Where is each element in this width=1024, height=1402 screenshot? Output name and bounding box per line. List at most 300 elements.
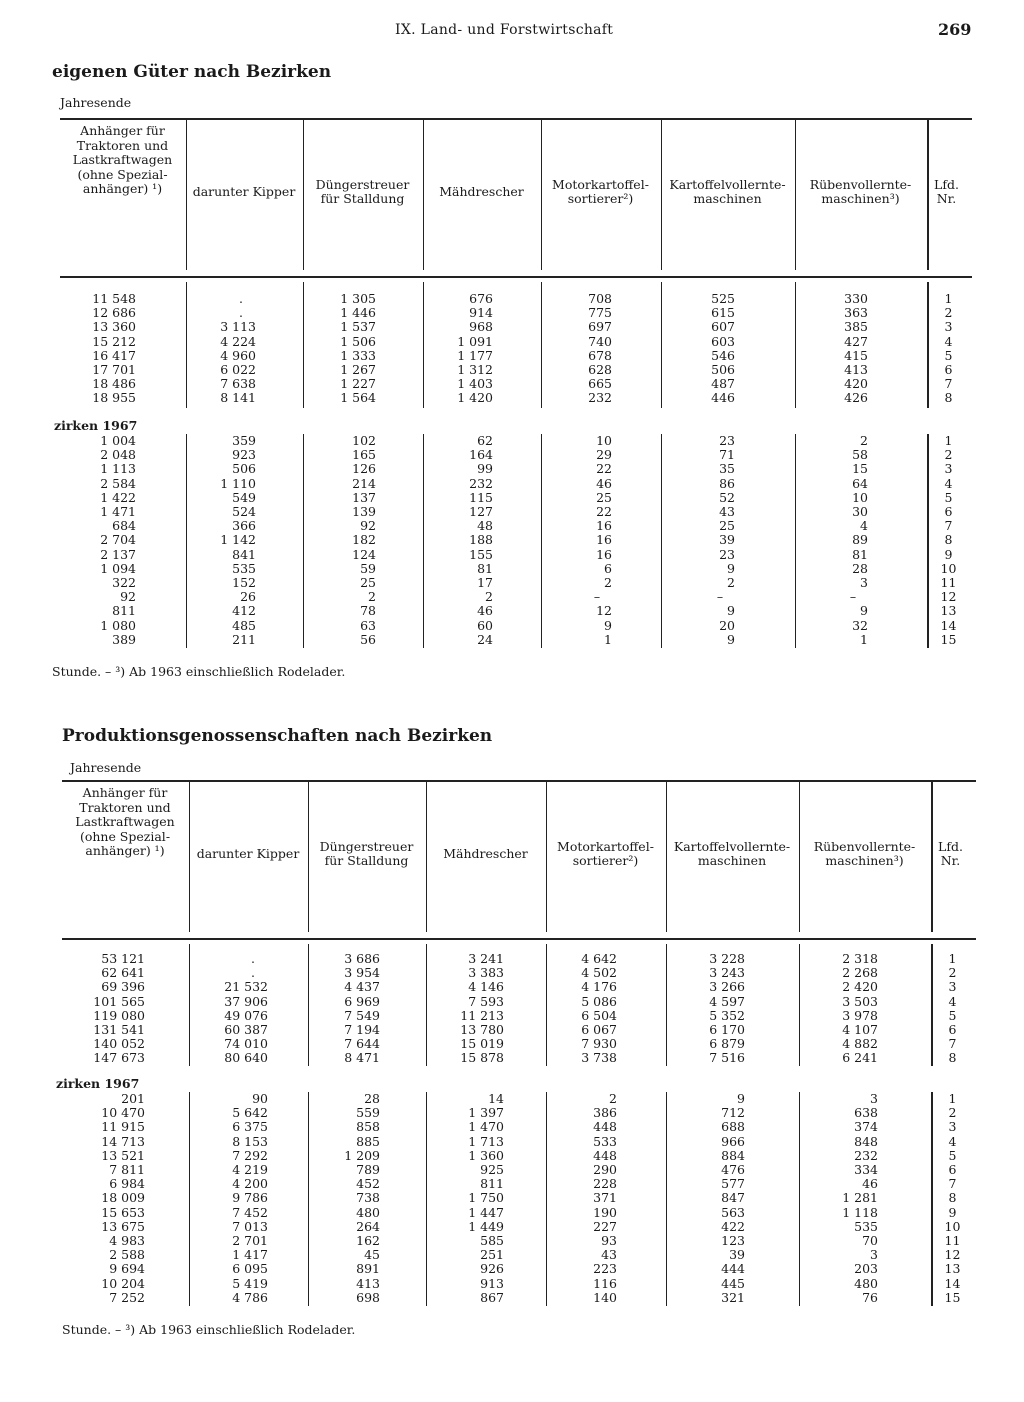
table-cell: 1 397	[468, 1105, 504, 1121]
table-cell: 3 503	[842, 993, 878, 1009]
table-cell: 371	[593, 1190, 617, 1206]
table-cell: 848	[854, 1133, 878, 1149]
table-cell: 290	[593, 1162, 617, 1177]
table-cell: 6 504	[581, 1007, 617, 1023]
table-cell: 712	[721, 1105, 745, 1121]
table-cell: 389	[112, 631, 136, 647]
column-divider	[308, 944, 309, 1066]
table-cell: 5	[944, 347, 953, 363]
table-cell: 1 470	[468, 1119, 504, 1135]
table-cell: 3 266	[709, 979, 745, 995]
table-cell: 4	[860, 518, 868, 534]
table-cell: 62	[477, 433, 493, 448]
table-cell: 10	[596, 433, 612, 448]
table-cell: 7 452	[232, 1204, 268, 1220]
table-cell: 223	[593, 1261, 617, 1277]
table-cell: 665	[588, 376, 612, 392]
table-cell: 21 532	[224, 979, 268, 995]
table-cell: 1 080	[100, 617, 136, 633]
table-cell: 7 516	[709, 1050, 745, 1066]
table-cell: 330	[844, 291, 868, 306]
table-cell: 7 930	[581, 1036, 617, 1052]
table-cell: 9 694	[109, 1261, 145, 1277]
table-cell: 8	[944, 390, 953, 406]
table-cell: 3	[948, 1119, 957, 1135]
table-cell: 22	[596, 461, 612, 477]
table-cell: 13	[944, 1261, 961, 1277]
table-cell: .	[251, 965, 255, 981]
column-divider	[541, 120, 542, 270]
table-cell: 1 403	[457, 376, 493, 392]
table-cell: 45	[364, 1247, 380, 1263]
table-cell: 9	[737, 1091, 745, 1106]
table-cell: 13 360	[92, 319, 136, 335]
table-cell: 334	[854, 1162, 878, 1177]
table-cell: 8	[948, 1190, 957, 1206]
table-cell: 1	[948, 1091, 957, 1106]
table-cell: 7 811	[109, 1162, 145, 1177]
table-cell: 119 080	[93, 1007, 145, 1023]
column-divider	[927, 120, 929, 270]
table-cell: 6 022	[220, 362, 256, 377]
table-cell: 3 383	[468, 965, 504, 981]
table-cell: 549	[232, 489, 256, 505]
table-cell: 60	[477, 617, 493, 633]
table-cell: 2	[948, 965, 957, 981]
column-divider	[661, 120, 662, 270]
table-cell: 24	[477, 631, 493, 647]
table-cell: 688	[721, 1119, 745, 1135]
table-cell: 2 318	[842, 951, 878, 966]
column-header: Motorkartoffelsortierer²)	[557, 838, 654, 868]
column-divider	[795, 434, 796, 648]
table-cell: 2	[604, 575, 612, 590]
table-cell: 628	[588, 362, 612, 377]
table-cell: 1 447	[468, 1204, 504, 1220]
table-cell: 1 564	[340, 390, 376, 406]
table-cell: 2	[944, 447, 953, 463]
column-divider	[546, 782, 547, 932]
table-cell: 2 048	[100, 447, 136, 463]
table-cell: 413	[844, 362, 868, 377]
table-cell: 123	[721, 1233, 745, 1248]
table-cell: 7 593	[468, 993, 504, 1009]
table-cell: 535	[854, 1218, 878, 1234]
table-cell: 385	[844, 319, 868, 335]
table-cell: 4 597	[709, 993, 745, 1009]
table-cell: 415	[844, 347, 868, 363]
table-cell: 18 009	[101, 1190, 145, 1206]
table-cell: 4 107	[842, 1022, 878, 1037]
table-cell: 15	[940, 631, 957, 647]
column-divider	[795, 282, 796, 408]
column-divider	[186, 120, 187, 270]
table-cell: 10 470	[101, 1105, 145, 1121]
table-cell: 2 584	[100, 475, 136, 491]
table-cell: 708	[588, 291, 612, 306]
table-cell: 5 086	[581, 993, 617, 1009]
table-cell: 5	[944, 489, 953, 505]
table-cell: 7 194	[344, 1022, 380, 1037]
table-cell: 13 521	[101, 1147, 145, 1163]
table-cell: 426	[844, 390, 868, 406]
table-cell: 81	[477, 560, 493, 576]
table-cell: 264	[356, 1218, 380, 1234]
table-cell: 12	[940, 589, 957, 605]
table-cell: 885	[356, 1133, 380, 1149]
table-cell: 140 052	[93, 1036, 145, 1052]
column-divider	[189, 782, 190, 932]
table-cell: –	[849, 589, 857, 605]
table-cell: 1 750	[468, 1190, 504, 1206]
table-cell: 71	[719, 447, 735, 463]
table-cell: 190	[593, 1204, 617, 1220]
table-cell: 35	[719, 461, 735, 477]
table-cell: 4 983	[109, 1233, 145, 1248]
table-cell: 6 067	[581, 1022, 617, 1037]
table-cell: 62 641	[101, 965, 145, 981]
table-cell: 165	[352, 447, 376, 463]
table-cell: 92	[120, 589, 136, 605]
column-header: Mähdrescher	[439, 183, 524, 199]
table-cell: 6 375	[232, 1119, 268, 1135]
table-cell: 913	[480, 1275, 504, 1291]
table-cell: 16	[596, 518, 612, 534]
table-cell: 1 422	[100, 489, 136, 505]
table-cell: 58	[852, 447, 868, 463]
table-cell: 1 449	[468, 1218, 504, 1234]
table-cell: 228	[593, 1176, 617, 1192]
table-cell: 9	[944, 546, 953, 562]
table-cell: 5 419	[232, 1275, 268, 1291]
table-cell: 4 200	[232, 1176, 268, 1192]
table-cell: 322	[112, 575, 136, 590]
table-cell: 232	[854, 1147, 878, 1163]
column-divider	[189, 1092, 190, 1306]
table-cell: 524	[232, 504, 256, 519]
table-cell: 4 502	[581, 965, 617, 981]
table-cell: 4 642	[581, 951, 617, 966]
table-cell: 3	[870, 1091, 878, 1106]
table-cell: 7	[944, 518, 953, 534]
column-divider	[661, 282, 662, 408]
table-cell: 211	[232, 631, 256, 647]
table-cell: 412	[232, 603, 256, 619]
table-cell: 9	[727, 603, 735, 619]
table-cell: 48	[477, 518, 493, 534]
table-cell: 4 437	[344, 979, 380, 995]
column-header: Kartoffelvollerntemaschinen	[669, 176, 786, 206]
table-cell: 476	[721, 1162, 745, 1177]
table-cell: 46	[596, 475, 612, 491]
table-cell: 16	[596, 546, 612, 562]
table-cell: 607	[711, 319, 735, 335]
table-cell: 14	[488, 1091, 504, 1106]
table-cell: 1 281	[842, 1190, 878, 1206]
page-number: 269	[938, 20, 972, 39]
table-cell: 13	[940, 603, 957, 619]
table-cell: 7	[948, 1036, 957, 1052]
table-cell: 182	[352, 532, 376, 548]
table-cell: 3 243	[709, 965, 745, 981]
table-cell: 4 146	[468, 979, 504, 995]
table-cell: 137	[352, 489, 376, 505]
column-header: Anhänger für Traktoren und Lastkraftwagen (ohne Spezialanhänger) ¹)	[75, 785, 175, 858]
table-cell: 363	[844, 305, 868, 321]
table-cell: 2	[944, 305, 953, 321]
table-cell: 563	[721, 1204, 745, 1220]
table-cell: 8 153	[232, 1133, 268, 1149]
table-cell: 127	[469, 504, 493, 519]
table-cell: 3 978	[842, 1007, 878, 1023]
table-cell: 152	[232, 575, 256, 590]
table-cell: 8	[944, 532, 953, 548]
table-cell: 74 010	[224, 1036, 268, 1052]
table-cell: 487	[711, 376, 735, 392]
table-cell: 28	[852, 560, 868, 576]
table-cell: 422	[721, 1218, 745, 1234]
table-cell: 6 241	[842, 1050, 878, 1066]
table-cell: 4 176	[581, 979, 617, 995]
table-cell: 3	[944, 461, 953, 477]
table-cell: 60 387	[224, 1022, 268, 1037]
table-cell: 884	[721, 1147, 745, 1163]
table-cell: 603	[711, 333, 735, 349]
table-cell: 3	[860, 575, 868, 590]
column-divider	[189, 944, 190, 1066]
table-cell: 9	[948, 1204, 957, 1220]
table-cell: 15 653	[101, 1204, 145, 1220]
table-cell: 6 879	[709, 1036, 745, 1052]
table-cell: 4 219	[232, 1162, 268, 1177]
table-cell: 3 738	[581, 1050, 617, 1066]
column-divider	[666, 944, 667, 1066]
table-cell: 16	[596, 532, 612, 548]
table-cell: 9	[604, 617, 612, 633]
table-cell: 577	[721, 1176, 745, 1192]
table-cell: 615	[711, 305, 735, 321]
table-cell: 923	[232, 447, 256, 463]
table-cell: 140	[593, 1289, 617, 1305]
table-cell: 46	[477, 603, 493, 619]
table-cell: 23	[719, 433, 735, 448]
table-cell: 2	[948, 1105, 957, 1121]
table-cell: 39	[729, 1247, 745, 1263]
table-cell: 847	[721, 1190, 745, 1206]
table-cell: 126	[352, 461, 376, 477]
table-cell: 11 915	[101, 1119, 145, 1135]
table-cell: 90	[252, 1091, 268, 1106]
table-cell: 89	[852, 532, 868, 548]
table-cell: 359	[232, 433, 256, 448]
column-divider	[303, 434, 304, 648]
table-cell: 43	[601, 1247, 617, 1263]
table-cell: 232	[469, 475, 493, 491]
table-cell: 1 420	[457, 390, 493, 406]
table-cell: 22	[596, 504, 612, 519]
column-divider	[303, 120, 304, 270]
table-cell: 2 701	[232, 1233, 268, 1248]
table-cell: 535	[232, 560, 256, 576]
table-cell: 506	[232, 461, 256, 477]
table-cell: 5	[948, 1007, 957, 1023]
table-cell: 1	[944, 433, 953, 448]
table-cell: .	[239, 291, 243, 306]
column-header: Motorkartoffelsortierer²)	[552, 176, 649, 206]
column-divider	[426, 944, 427, 1066]
table-cell: 26	[240, 589, 256, 605]
table-cell: 116	[593, 1275, 617, 1291]
table-cell: 11 213	[460, 1007, 504, 1023]
table-cell: 115	[469, 489, 493, 505]
column-divider	[303, 282, 304, 408]
table-cell: 1 227	[340, 376, 376, 392]
table-cell: 374	[854, 1119, 878, 1135]
table-cell: 14 713	[101, 1133, 145, 1149]
table-cell: 64	[852, 475, 868, 491]
table-cell: 448	[593, 1147, 617, 1163]
table-cell: 2 420	[842, 979, 878, 995]
column-header: Düngerstreuer für Stalldung	[315, 176, 410, 206]
table-cell: 1	[860, 631, 868, 647]
table-cell: 1 142	[220, 532, 256, 548]
table-cell: 15 212	[92, 333, 136, 349]
table-cell: 7 292	[232, 1147, 268, 1163]
table-cell: 11 548	[92, 291, 136, 306]
table-cell: 6 170	[709, 1022, 745, 1037]
table-cell: 12	[596, 603, 612, 619]
running-head: IX. Land- und Forstwirtschaft	[395, 22, 614, 38]
table-cell: 386	[593, 1105, 617, 1121]
table-cell: 841	[232, 546, 256, 562]
footnote: Stunde. – ³) Ab 1963 einschließlich Rodelader.	[52, 664, 346, 679]
table-cell: 232	[588, 390, 612, 406]
table-cell: 10	[852, 489, 868, 505]
table-cell: 86	[719, 475, 735, 491]
table-rule	[60, 276, 972, 278]
table-cell: 506	[711, 362, 735, 377]
section-title: eigenen Güter nach Bezirken	[52, 62, 332, 82]
table-cell: 926	[480, 1261, 504, 1277]
table-cell: 14	[940, 617, 957, 633]
table-cell: 18 955	[92, 390, 136, 406]
table-cell: 78	[360, 603, 376, 619]
table-cell: 966	[721, 1133, 745, 1149]
table-cell: –	[716, 589, 724, 605]
table-cell: 1	[944, 291, 953, 306]
group-label: zirken 1967	[54, 418, 138, 433]
table-cell: 23	[719, 546, 735, 562]
table-rule	[60, 118, 972, 120]
table-cell: 811	[480, 1176, 504, 1192]
footnote: Stunde. – ³) Ab 1963 einschließlich Rodelader.	[62, 1322, 356, 1337]
table-cell: 678	[588, 347, 612, 363]
table-cell: 162	[356, 1233, 380, 1248]
table-cell: 413	[356, 1275, 380, 1291]
table-cell: 93	[601, 1233, 617, 1248]
table-cell: 17 701	[92, 362, 136, 377]
table-cell: 6 095	[232, 1261, 268, 1277]
table-cell: 1 471	[100, 504, 136, 519]
table-cell: 164	[469, 447, 493, 463]
table-cell: 201	[121, 1091, 145, 1106]
table-cell: 251	[480, 1247, 504, 1263]
table-cell: 4	[944, 333, 953, 349]
table-cell: 69 396	[101, 979, 145, 995]
table-cell: 20	[719, 617, 735, 633]
table-cell: 25	[360, 575, 376, 590]
table-cell: 3	[870, 1247, 878, 1263]
table-cell: 3 113	[220, 319, 256, 335]
table-cell: 5 352	[709, 1007, 745, 1023]
table-cell: 9	[860, 603, 868, 619]
table-cell: 102	[352, 433, 376, 448]
column-header: Kartoffelvollerntemaschinen	[673, 838, 791, 868]
table-cell: 3 241	[468, 951, 504, 966]
table-cell: 2	[485, 589, 493, 605]
table-cell: 738	[356, 1190, 380, 1206]
table-cell: 52	[719, 489, 735, 505]
column-header: Mähdrescher	[443, 845, 528, 861]
table-cell: 11	[944, 1233, 961, 1248]
section-title: Produktionsgenossenschaften nach Bezirken	[62, 726, 493, 746]
table-cell: 914	[469, 305, 493, 321]
column-divider	[426, 1092, 427, 1306]
table-cell: 444	[721, 1261, 745, 1277]
column-header: Rübenvollerntemaschinen³)	[813, 838, 916, 868]
table-cell: 1 110	[220, 475, 256, 491]
table-cell: 546	[711, 347, 735, 363]
table-cell: 676	[469, 291, 493, 306]
column-header: Lfd. Nr.	[934, 176, 959, 206]
table-cell: 1 118	[842, 1204, 878, 1220]
table-cell: 4 882	[842, 1036, 878, 1052]
table-cell: 11	[940, 575, 957, 590]
table-cell: 10	[940, 560, 957, 576]
table-cell: 1 209	[344, 1147, 380, 1163]
table-cell: 81	[852, 546, 868, 562]
table-cell: 53 121	[101, 951, 145, 966]
table-cell: 15	[944, 1289, 961, 1305]
table-cell: 3 954	[344, 965, 380, 981]
table-cell: 740	[588, 333, 612, 349]
table-cell: .	[251, 951, 255, 966]
table-cell: 1 177	[457, 347, 493, 363]
table-cell: 1	[948, 951, 957, 966]
table-cell: 1 113	[100, 461, 136, 477]
column-divider	[795, 120, 796, 270]
table-cell: 13 780	[460, 1022, 504, 1037]
table-cell: 485	[232, 617, 256, 633]
table-cell: 39	[719, 532, 735, 548]
table-cell: 775	[588, 305, 612, 321]
table-cell: 2	[860, 433, 868, 448]
table-cell: 2	[727, 575, 735, 590]
table-cell: 59	[360, 560, 376, 576]
table-cell: 3	[948, 979, 957, 995]
table-cell: 585	[480, 1233, 504, 1248]
table-cell: 203	[854, 1261, 878, 1277]
column-header: Lfd. Nr.	[938, 838, 963, 868]
table-cell: 525	[711, 291, 735, 306]
column-header: darunter Kipper	[192, 183, 296, 199]
table-cell: 533	[593, 1133, 617, 1149]
table-cell: 480	[854, 1275, 878, 1291]
table-cell: 1 417	[232, 1247, 268, 1263]
table-cell: 101 565	[93, 993, 145, 1009]
table-cell: 7 252	[109, 1289, 145, 1305]
column-header: darunter Kipper	[196, 845, 300, 861]
